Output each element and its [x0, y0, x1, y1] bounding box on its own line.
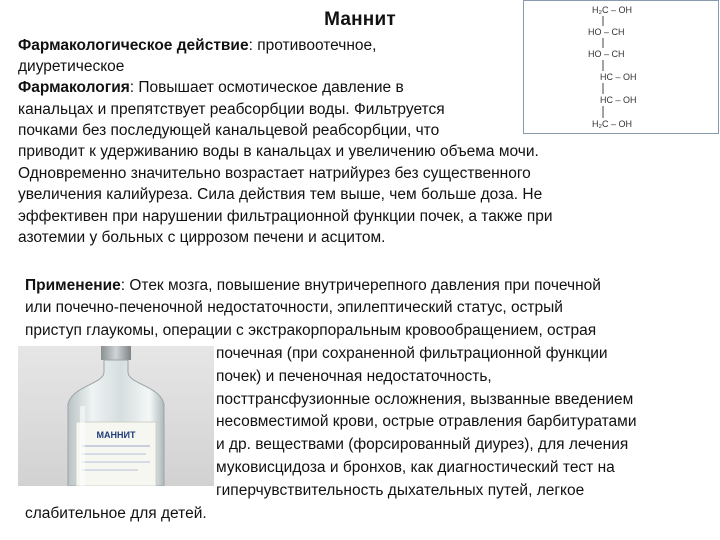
pharmacology-line-1: [18, 78, 404, 98]
pharm-action-line-1: [18, 36, 376, 56]
application-line-8: и др. веществами (форсированный диурез), для лечения: [216, 436, 629, 453]
pharmacology-line-4: приводит к удерживанию воды в канальцах и увеличению объема мочи.: [18, 143, 539, 160]
formula-diagram: [524, 1, 718, 133]
pharmacology-line-5: Одновременно значительно возрастает натрийурез без существенного: [18, 165, 531, 182]
pharmacology-label: Фармакология: [18, 79, 130, 96]
pharmacology-text: : Повышает осмотическое давление в: [129, 79, 404, 96]
pharmacology-line-8: азотемии у больных с циррозом печени и асцитом.: [18, 229, 386, 246]
pharmacology-line-7: эффективен при нарушении фильтрационной функции почек, а также при: [18, 208, 553, 225]
formula-row-3: HO – CH: [588, 49, 625, 59]
formula-row-1: H₂C – OH: [592, 5, 632, 15]
pharmacology-line-6: увеличения калийуреза. Сила действия тем выше, чем больше доза. Не: [18, 186, 543, 203]
bottle-label-text: МАННИТ: [96, 430, 136, 440]
page-title: Маннит: [324, 9, 396, 30]
pharmacology-line-2: канальцах и препятствует реабсорбции воды. Фильтруется: [18, 101, 445, 118]
bottle-illustration: [18, 346, 214, 486]
pharm-action-label: Фармакологическое действие: [18, 37, 249, 54]
formula-row-6: H₂C – OH: [592, 119, 632, 129]
application-line-9: муковисцидоза и бронхов, как диагностический тест на: [216, 459, 615, 476]
pharm-action-text: : противоотечное,: [248, 37, 377, 54]
application-line-1: [25, 276, 601, 296]
application-label: Применение: [25, 277, 121, 294]
application-line-7: несовместимой крови, острые отравления барбитуратами: [216, 413, 637, 430]
application-line-3: приступ глаукомы, операции с экстракорпоральным кровообращением, острая: [25, 322, 597, 339]
mannitol-bottle-photo: [18, 346, 214, 486]
formula-row-4: HC – OH: [600, 72, 637, 82]
formula-row-5: HC – OH: [600, 95, 637, 105]
application-text: : Отек мозга, повышение внутричерепного давления при почечной: [120, 277, 601, 294]
pharm-action-line-2: диуретическое: [18, 58, 125, 75]
bottle-cap: [101, 346, 131, 360]
application-line-4: почечная (при сохраненной фильтрационной функции: [216, 345, 608, 362]
application-line-10: гиперчувствительность дыхательных путей, легкое: [216, 482, 585, 499]
application-line-6: посттрансфузионные осложнения, вызванные введением: [216, 391, 634, 408]
formula-row-2: HO – CH: [588, 27, 625, 37]
application-line-2: или почечно-печеночной недостаточности, эпилептический статус, острый: [25, 299, 563, 316]
pharmacology-line-3: почками без последующей канальцевой реабсорбции, что: [18, 122, 440, 139]
application-line-11: слабительное для детей.: [25, 505, 207, 522]
glass-highlight: [80, 406, 85, 486]
mannitol-structural-formula: [523, 0, 719, 134]
application-line-5: почек) и печеночная недостаточность,: [216, 368, 492, 385]
